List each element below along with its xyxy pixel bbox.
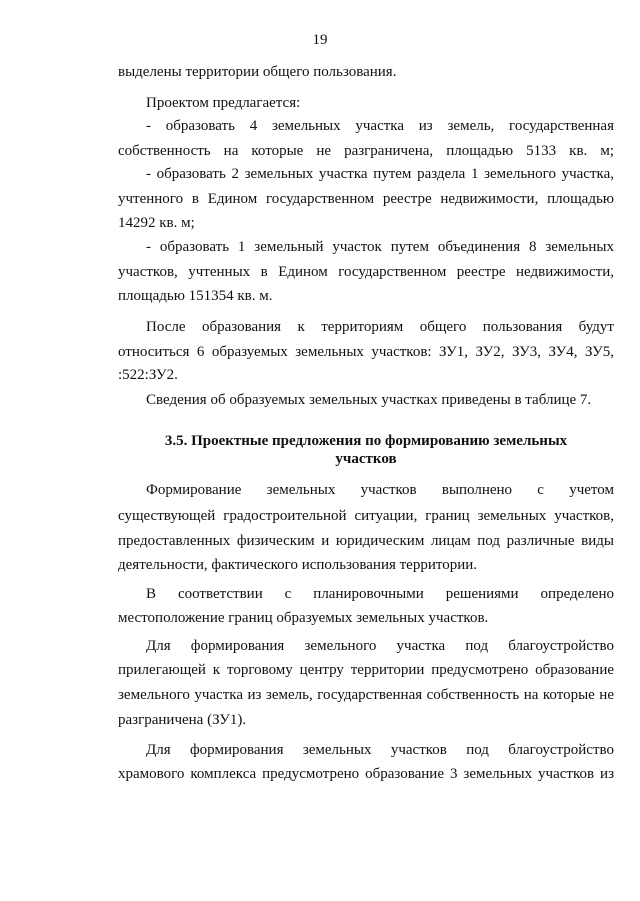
text-line: относиться 6 образуемых земельных участков: ЗУ1, ЗУ2, ЗУ3, ЗУ4, ЗУ5, bbox=[118, 344, 614, 360]
text-line: Проектом предлагается: bbox=[146, 95, 301, 111]
text-line: собственность на которые не разграничена, площадью 5133 кв. м; bbox=[118, 143, 614, 159]
text-line: местоположение границ образуемых земельных участков. bbox=[118, 610, 489, 626]
text-line: Сведения об образуемых земельных участках приведены в таблице 7. bbox=[146, 392, 592, 408]
text-line: В соответствии с планировочными решениями определено bbox=[146, 586, 614, 602]
text-line: - образовать 4 земельных участка из земель, государственная bbox=[146, 118, 614, 134]
text-line: выделены территории общего пользования. bbox=[118, 64, 397, 80]
text-line: :522:ЗУ2. bbox=[118, 367, 178, 383]
section-heading-line: 3.5. Проектные предложения по формированию земельных bbox=[164, 433, 568, 449]
text-line: прилегающей к торговому центру территории предусмотрено образование bbox=[118, 662, 614, 678]
text-line: земельного участка из земель, государственная собственность на которые не bbox=[118, 687, 614, 703]
text-line: участков, учтенных в Едином государственном реестре недвижимости, bbox=[118, 264, 614, 280]
section-heading-line: участков bbox=[335, 451, 397, 467]
text-line: После образования к территориям общего пользования будут bbox=[146, 319, 614, 335]
text-line: учтенного в Едином государственном реестре недвижимости, площадью bbox=[118, 191, 614, 207]
text-line: храмового комплекса предусмотрено образование 3 земельных участков из bbox=[118, 766, 614, 782]
text-line: 14292 кв. м; bbox=[118, 215, 195, 231]
text-line: площадью 151354 кв. м. bbox=[118, 288, 273, 304]
text-line: деятельности, фактического использования территории. bbox=[118, 557, 478, 573]
text-line: Для формирования земельных участков под благоустройство bbox=[146, 742, 614, 758]
page-number: 19 bbox=[312, 32, 328, 48]
text-line: - образовать 2 земельных участка путем раздела 1 земельного участка, bbox=[146, 166, 614, 182]
text-line: предоставленных физическим и юридическим лицам под различные виды bbox=[118, 533, 614, 549]
text-line: Для формирования земельного участка под благоустройство bbox=[146, 638, 614, 654]
text-line: существующей градостроительной ситуации, границ земельных участков, bbox=[118, 508, 614, 524]
text-line: разграничена (ЗУ1). bbox=[118, 712, 247, 728]
text-line: Формирование земельных участков выполнено с учетом bbox=[146, 482, 614, 498]
text-line: - образовать 1 земельный участок путем объединения 8 земельных bbox=[146, 239, 614, 255]
